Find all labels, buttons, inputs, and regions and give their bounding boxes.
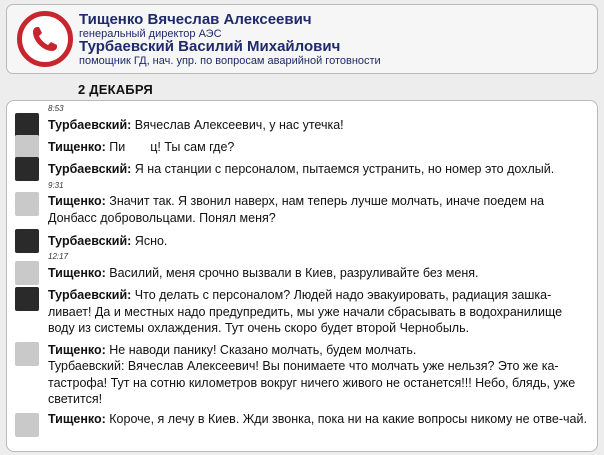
message-body: Василий, меня срочно вызвали в Киев, разруливайте без меня. [105, 266, 479, 280]
timestamp: 8:53 [48, 104, 64, 113]
sender-name: Тищенко: [48, 194, 106, 208]
avatar-tishchenko [15, 135, 39, 159]
avatar-turbaevsky [15, 157, 39, 181]
message-body: Что делать с персоналом? Людей надо эвакуировать, радиация зашка-ливает! Да и местных надо предупредить, мы уже начали сбрасывать в водохранилище воду из системы охлаждения. Тут очень скоро будет второй Чернобыль. [48, 288, 563, 335]
message-body: Турбаевский: Вячеслав Алексеевич! Вы понимаете что молчать уже нельзя? Это же ка-тастрофа! Тут на сотню километров вокруг ничего живого не останется!!! Небо, блядь, уже светится! [48, 359, 576, 406]
avatar-tishchenko [15, 413, 39, 437]
contact-tishchenko [79, 12, 312, 41]
message-body: Короче, я лечу в Киев. Жди звонка, пока ни на какие вопросы никому не отве-чай. [105, 412, 587, 426]
date-label: 2 ДЕКАБРЯ [78, 82, 153, 97]
avatar-tishchenko [15, 261, 39, 285]
message-text [48, 161, 591, 178]
message-body: Ясно. [131, 234, 168, 248]
sender-name: Тищенко: [48, 266, 106, 280]
message-body: Не наводи панику! Сказано молчать, будем молчать. [105, 343, 417, 357]
sender-name: Турбаевский: [48, 118, 132, 132]
message-body: Я на станции с персоналом, пытаемся устранить, но номер это дохлый. [131, 162, 555, 176]
contact-turbaevsky [79, 39, 381, 68]
phone-icon [17, 11, 73, 67]
message-body: Пи ц! Ты сам где? [105, 140, 235, 154]
message-text [48, 358, 591, 408]
message-text [48, 233, 591, 250]
message-text [48, 139, 591, 156]
avatar-turbaevsky [15, 229, 39, 253]
message-text [48, 287, 591, 337]
message-text [48, 265, 591, 282]
message-body: Значит так. Я звонил наверх, нам теперь лучше молчать, иначе поедем на Донбасс добровольцами. Понял меня? [48, 194, 545, 225]
sender-name: Тищенко: [48, 343, 106, 357]
avatar-tishchenko [15, 192, 39, 216]
sender-name: Тищенко: [48, 140, 106, 154]
sender-name: Турбаевский: [48, 234, 132, 248]
contact-title: генеральный директор АЭС [79, 28, 222, 40]
avatar-turbaevsky [15, 287, 39, 311]
timestamp: 12:17 [48, 252, 69, 261]
message-text [48, 117, 591, 134]
message-text [48, 342, 591, 359]
sender-name: Турбаевский: [48, 288, 132, 302]
contact-title: помощник ГД, нач. упр. по вопросам аварийной готовности [79, 55, 381, 67]
contact-name: Тищенко Вячеслав Алексеевич [79, 11, 312, 28]
contacts-header [6, 4, 598, 74]
avatar-turbaevsky [15, 113, 39, 137]
chat-panel [6, 100, 598, 452]
contact-name: Турбаевский Василий Михайлович [79, 38, 341, 55]
message-body: Вячеслав Алексеевич, у нас утечка! [131, 118, 344, 132]
sender-name: Тищенко: [48, 412, 106, 426]
avatar-tishchenko [15, 342, 39, 366]
message-text [48, 193, 591, 226]
message-text [48, 411, 591, 428]
timestamp: 9:31 [48, 181, 64, 190]
sender-name: Турбаевский: [48, 162, 132, 176]
